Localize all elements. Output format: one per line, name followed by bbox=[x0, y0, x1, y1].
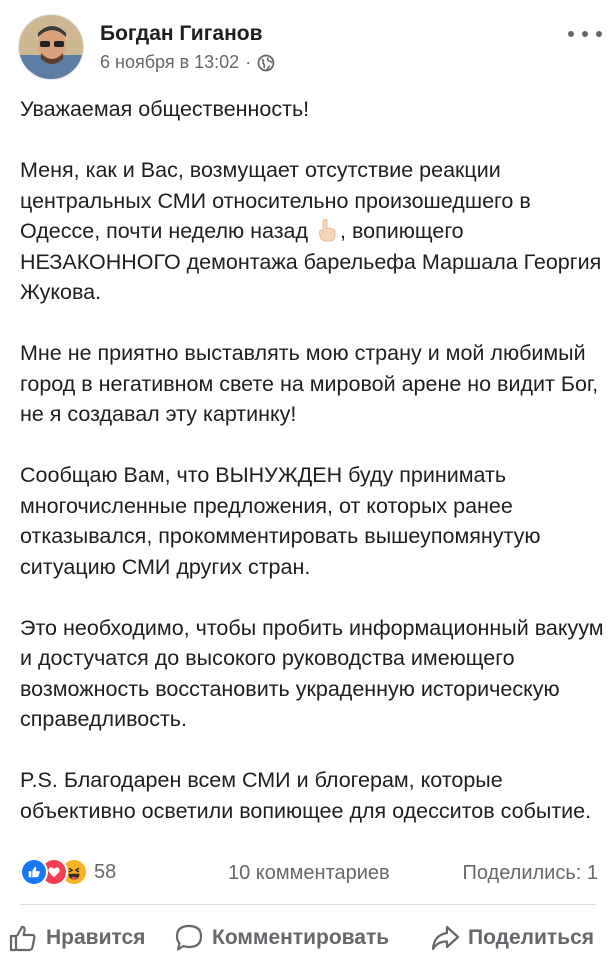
post-text bbox=[20, 94, 604, 826]
post-header bbox=[18, 14, 602, 84]
like-reaction-icon bbox=[20, 858, 48, 886]
post-stats bbox=[20, 856, 598, 890]
post-paragraph: P.S. Благодарен всем СМИ и блогерам, которые объективно осветили вопиющее для одесситов событие. bbox=[20, 768, 592, 823]
comment-button[interactable] bbox=[174, 923, 389, 953]
post-actions bbox=[0, 918, 616, 958]
pointing-up-hand-emoji bbox=[316, 218, 338, 242]
post-paragraph: Сообщаю Вам, что ВЫНУЖДЕН буду принимать многочисленные предложения, от которых ранее отказывался, прокомментировать вышеупомянутую ситуацию СМИ других стран. bbox=[20, 463, 541, 579]
reactions-summary[interactable] bbox=[20, 858, 116, 886]
share-button[interactable] bbox=[430, 923, 594, 953]
author-name[interactable]: Богдан Гиганов bbox=[100, 22, 263, 45]
post-paragraph-part: Меня, как и Вас, возмущает отсутствие реакции центральных СМИ относительно произошедшего в Одессе, почти неделю назад bbox=[20, 158, 531, 243]
comment-button-label: Комментировать bbox=[212, 926, 390, 949]
shares-count[interactable]: Поделились: 1 bbox=[462, 862, 598, 884]
post-paragraph-part: , вопиющего НЕЗАКОННОГО демонтажа барельефа Маршала Георгия Жукова. bbox=[20, 219, 602, 304]
share-button-label: Поделиться bbox=[468, 926, 595, 949]
share-icon bbox=[430, 923, 460, 953]
post-paragraph: Уважаемая общественность! bbox=[20, 97, 310, 121]
post-date[interactable]: 6 ноября в 13:02 bbox=[100, 52, 240, 72]
reaction-count: 58 bbox=[94, 860, 117, 883]
avatar[interactable] bbox=[18, 14, 84, 80]
post-paragraph: Мне не приятно выставлять мою страну и мой любимый город в негативном свете на мировой арене но видит Бог, не я создавал эту картинку! bbox=[20, 341, 599, 426]
comments-count[interactable]: 10 комментариев bbox=[228, 862, 390, 884]
meta-separator: · bbox=[245, 52, 252, 72]
divider bbox=[20, 904, 596, 905]
post-meta bbox=[100, 52, 275, 73]
like-button[interactable] bbox=[8, 923, 145, 953]
post-paragraph: Это необходимо, чтобы пробить информационный вакуум и достучатся до высокого руководства имеющего возможность восстановить украденную историческую справедливость. bbox=[20, 615, 604, 731]
thumbs-up-icon bbox=[8, 923, 38, 953]
globe-icon bbox=[257, 54, 275, 72]
post-paragraph bbox=[20, 155, 604, 308]
more-options-icon[interactable] bbox=[568, 28, 602, 40]
like-button-label: Нравится bbox=[46, 926, 146, 949]
comment-icon bbox=[174, 923, 204, 953]
